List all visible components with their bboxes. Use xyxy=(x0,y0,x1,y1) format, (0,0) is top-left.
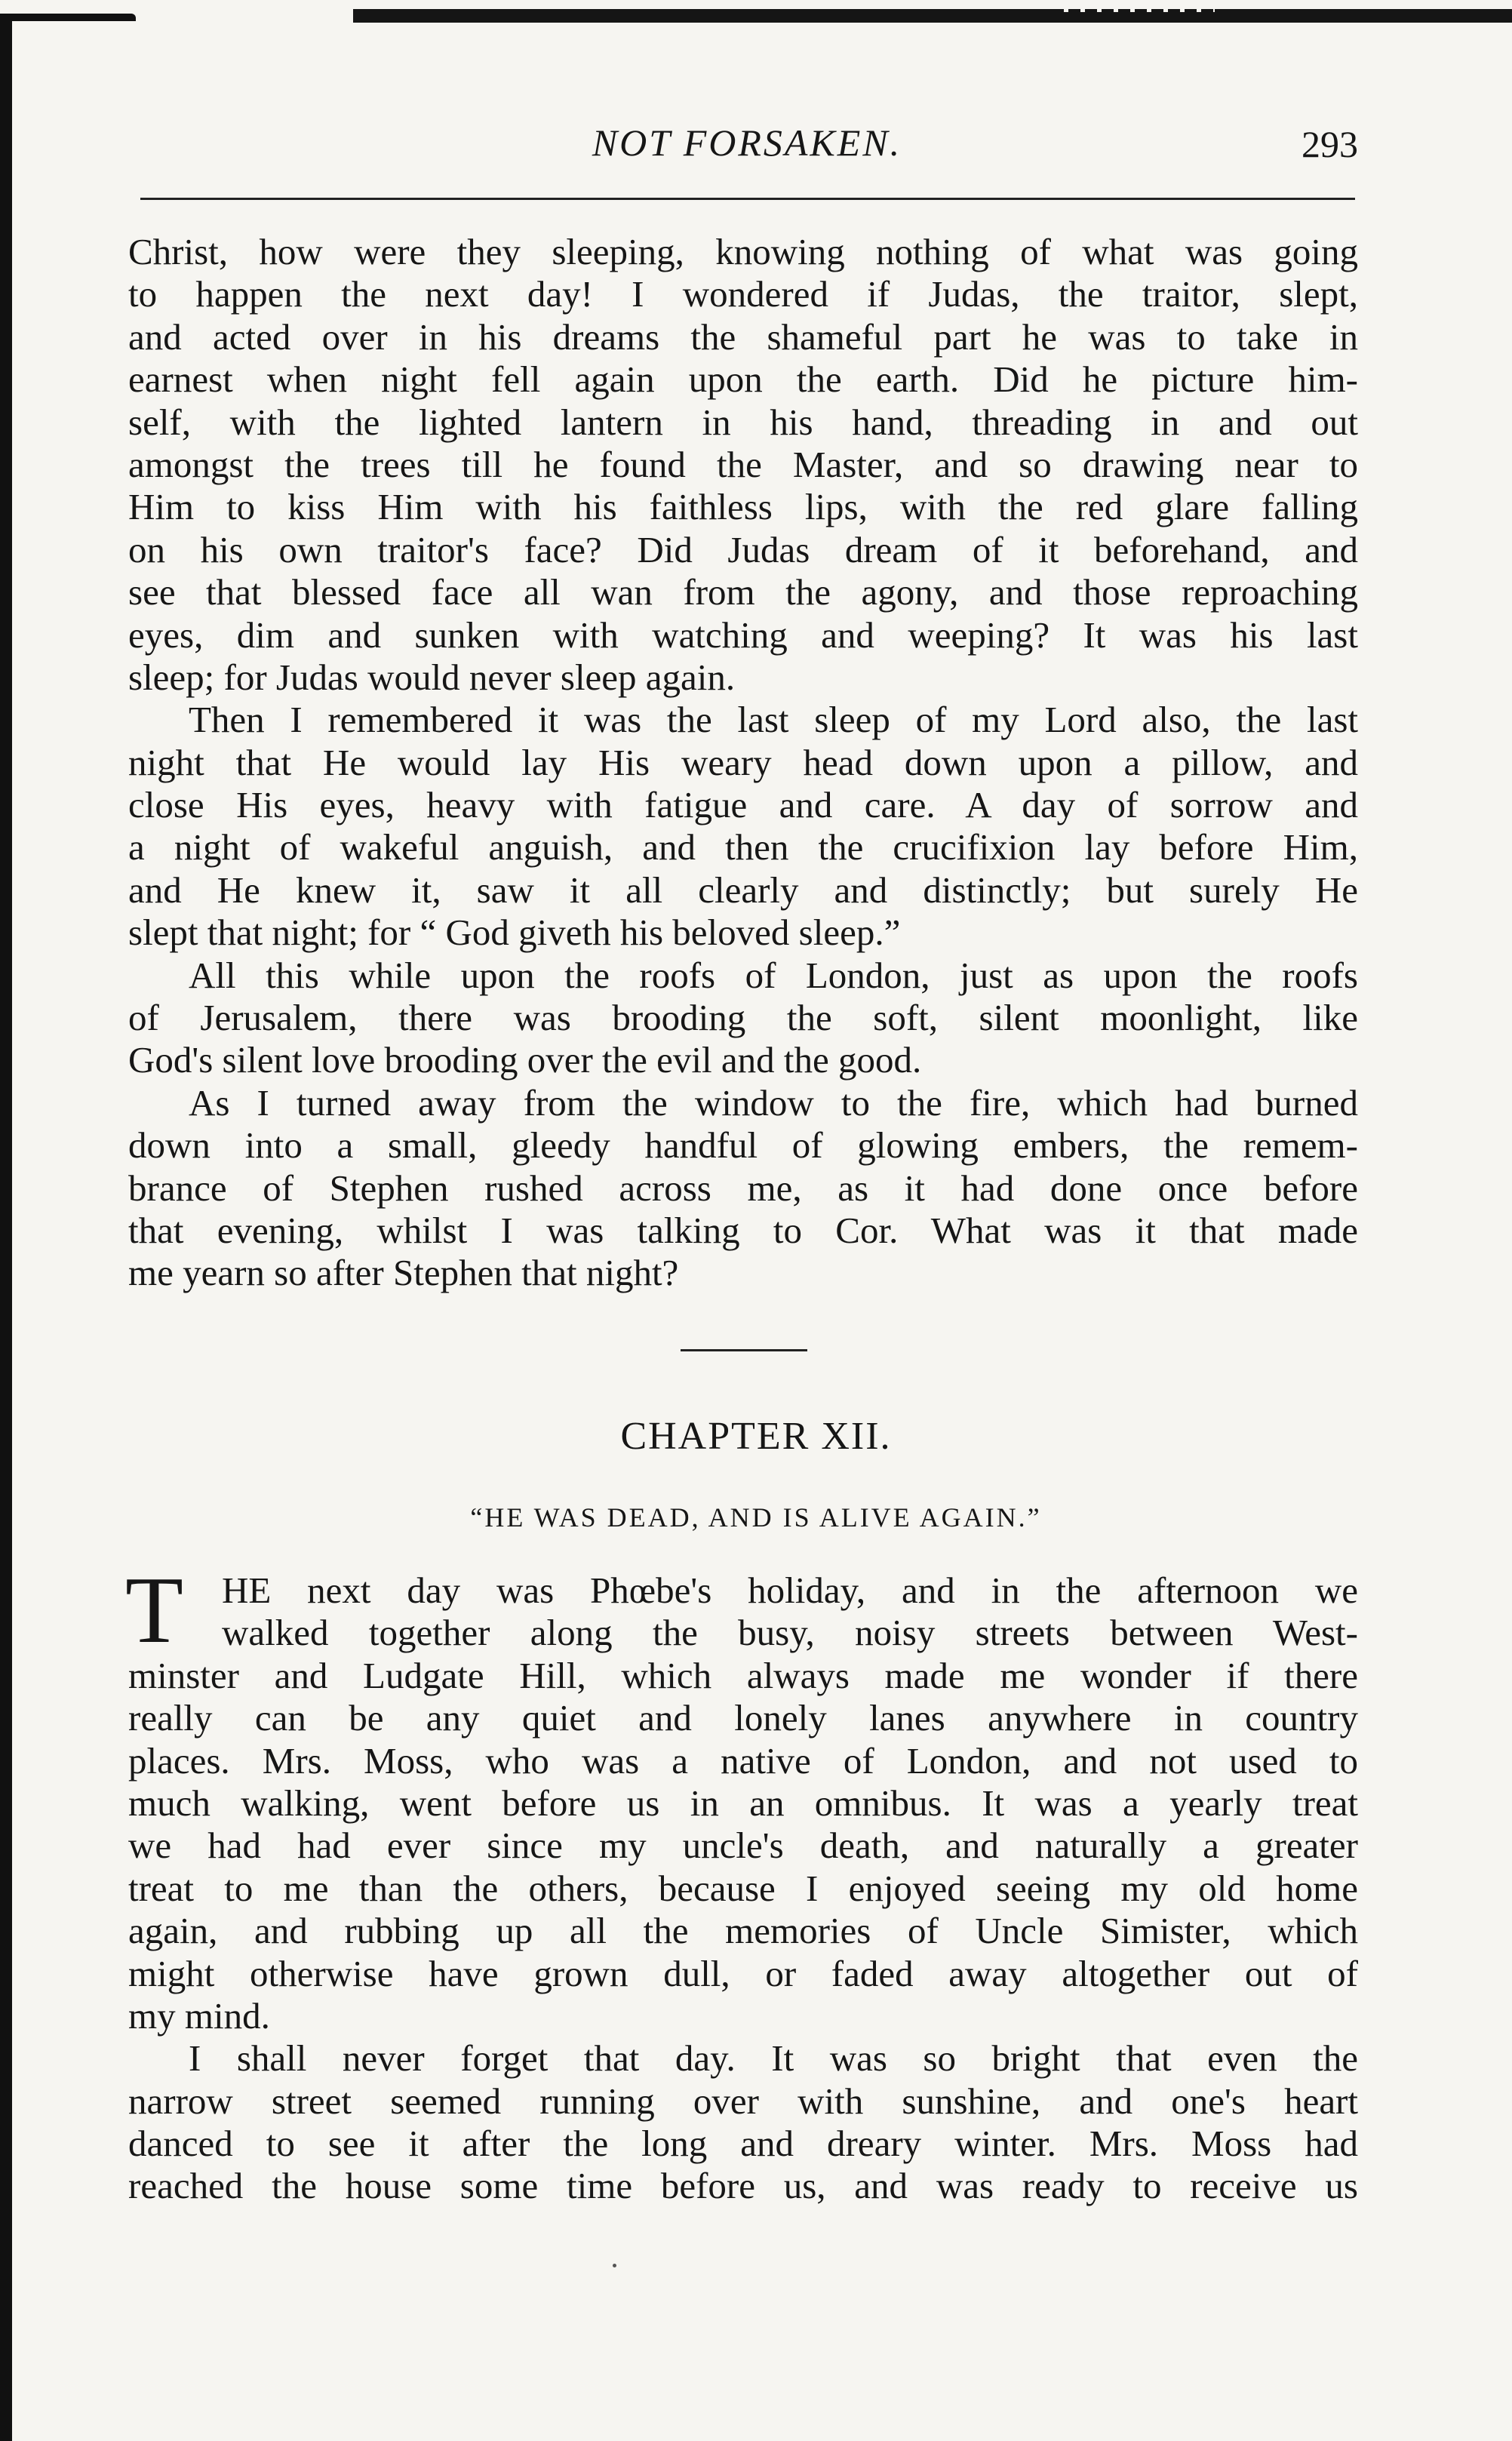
chapter-heading: CHAPTER XII. xyxy=(620,1415,892,1458)
text-line: Then I remembered it was the last sleep of my Lord also, the last xyxy=(189,699,1358,741)
running-title: NOT FORSAKEN. xyxy=(592,121,902,164)
drop-cap: T xyxy=(125,1558,183,1663)
text-line: sleep; for Judas would never sleep again. xyxy=(128,656,736,698)
chapter-text xyxy=(128,1569,1358,2208)
text-line: amongst the trees till he found the Master, and so drawing near to xyxy=(128,443,1358,485)
text-line: earnest when night fell again upon the earth. Did he picture him- xyxy=(128,358,1358,401)
text-line: that evening, whilst I was talking to Cor. What was it that made xyxy=(128,1209,1358,1251)
text-line: I shall never forget that day. It was so bright that even the xyxy=(189,2037,1358,2080)
binding-edge xyxy=(0,17,12,2441)
running-head xyxy=(136,121,1358,166)
text-line: slept that night; for “ God giveth his beloved sleep.” xyxy=(128,912,901,954)
chapter-subtitle: “HE WAS DEAD, AND IS ALIVE AGAIN.” xyxy=(470,1502,1042,1533)
text-line: might otherwise have grown dull, or faded away altogether out of xyxy=(128,1952,1358,1994)
scan-speck xyxy=(613,2264,616,2267)
page-number: 293 xyxy=(1301,123,1358,165)
text-line: we had had ever since my uncle's death, and naturally a greater xyxy=(128,1825,1358,1867)
text-line: walked together along the busy, noisy streets between West- xyxy=(222,1612,1358,1654)
text-line: reached the house some time before us, and was ready to receive us xyxy=(128,2165,1358,2207)
text-line: a night of wakeful anguish, and then the crucifixion lay before Him, xyxy=(128,826,1358,868)
text-line: HE next day was Phœbe's holiday, and in the afternoon we xyxy=(222,1569,1358,1611)
text-line: Him to kiss Him with his faithless lips, with the red glare falling xyxy=(128,486,1358,528)
text-line: on his own traitor's face? Did Judas dream of it beforehand, and xyxy=(128,528,1358,570)
text-line: eyes, dim and sunken with watching and weeping? It was his last xyxy=(128,613,1358,656)
text-line: places. Mrs. Moss, who was a native of London, and not used to xyxy=(128,1739,1358,1782)
text-line: to happen the next day! I wondered if Judas, the traitor, slept, xyxy=(128,273,1358,315)
text-line: close His eyes, heavy with fatigue and care. A day of sorrow and xyxy=(128,784,1358,826)
text-line: down into a small, gleedy handful of glowing embers, the remem- xyxy=(128,1124,1358,1167)
text-line: narrow street seemed running over with sunshine, and one's heart xyxy=(128,2080,1358,2122)
text-line: really can be any quiet and lonely lanes anywhere in country xyxy=(128,1697,1358,1739)
text-line: and He knew it, saw it all clearly and distinctly; but surely He xyxy=(128,868,1358,911)
text-line: minster and Ludgate Hill, which always made me wonder if there xyxy=(128,1654,1358,1696)
text-line: and acted over in his dreams the shameful part he was to take in xyxy=(128,315,1358,358)
text-line: Christ, how were they sleeping, knowing nothing of what was going xyxy=(128,231,1358,272)
text-line: As I turned away from the window to the fire, which had burned xyxy=(189,1081,1358,1124)
text-line: again, and rubbing up all the memories of Uncle Simister, which xyxy=(128,1910,1358,1952)
section-separator xyxy=(681,1349,807,1351)
top-edge-rule xyxy=(353,9,1512,23)
body-text xyxy=(128,231,1358,1295)
text-line: danced to see it after the long and dreary winter. Mrs. Moss had xyxy=(128,2123,1358,2165)
text-line: treat to me than the others, because I enjoyed seeing my old home xyxy=(128,1867,1358,1909)
text-line: my mind. xyxy=(128,1994,270,2037)
top-rule-wear xyxy=(1064,8,1215,12)
header-rule xyxy=(140,198,1355,200)
text-line: me yearn so after Stephen that night? xyxy=(128,1252,679,1294)
text-line: see that blessed face all wan from the agony, and those reproaching xyxy=(128,571,1358,613)
text-line: brance of Stephen rushed across me, as it had done once before xyxy=(128,1167,1358,1209)
text-line: All this while upon the roofs of London, just as upon the roofs xyxy=(189,954,1358,996)
text-line: self, with the lighted lantern in his hand, threading in and out xyxy=(128,401,1358,443)
text-line: God's silent love brooding over the evil and the good. xyxy=(128,1039,922,1081)
binding-edge-hook xyxy=(0,14,136,21)
text-line: much walking, went before us in an omnibus. It was a yearly treat xyxy=(128,1782,1358,1824)
text-line: night that He would lay His weary head down upon a pillow, and xyxy=(128,741,1358,783)
text-line: of Jerusalem, there was brooding the soft, silent moonlight, like xyxy=(128,997,1358,1039)
